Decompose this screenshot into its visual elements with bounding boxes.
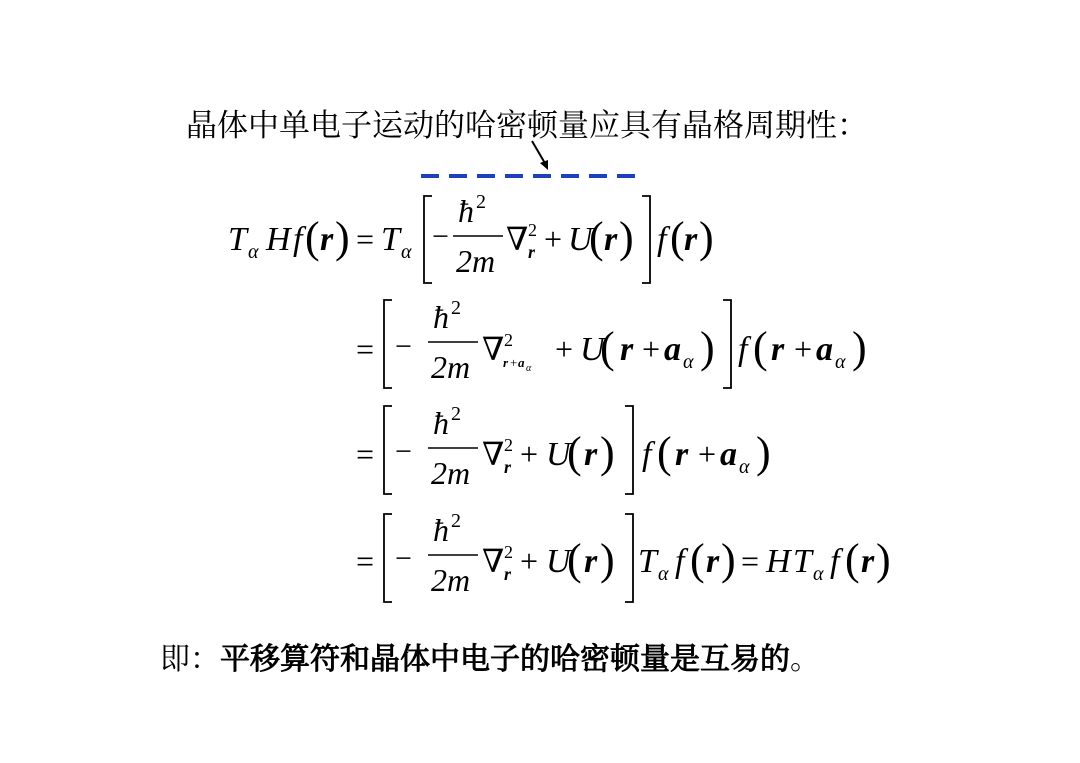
nabla-operator: ∇ — [506, 221, 529, 257]
left-paren: ( — [567, 428, 582, 477]
conclusion-statement: 平移算符和晶体中电子的哈密顿量是互易的 — [220, 643, 790, 676]
potential-U: U — [546, 436, 571, 473]
conclusion-text — [160, 640, 820, 680]
minus-sign: − — [432, 220, 449, 253]
right-paren: ) — [876, 535, 891, 584]
equation-line-1 — [228, 191, 714, 283]
equals-sign: = — [741, 543, 760, 579]
minus-sign: − — [395, 330, 412, 363]
right-paren: ) — [700, 323, 715, 372]
superscript-two: 2 — [451, 510, 461, 532]
lattice-vector-a: a — [816, 331, 833, 368]
position-vector-r: r — [771, 331, 785, 368]
function-f: f — [675, 543, 685, 580]
nabla-operator: ∇ — [482, 543, 505, 579]
right-paren: ) — [335, 213, 350, 262]
right-paren: ) — [852, 323, 867, 372]
subscript-plus: + — [510, 355, 518, 370]
function-f: f — [293, 221, 303, 258]
position-vector-r: r — [684, 221, 698, 258]
equals-sign: = — [356, 221, 375, 257]
subscript-alpha: α — [526, 363, 532, 374]
position-vector-r: r — [861, 543, 875, 580]
right-bracket — [642, 196, 650, 283]
plus-sign: + — [642, 331, 661, 367]
hbar-symbol: ħ — [433, 512, 449, 548]
left-bracket — [384, 406, 392, 494]
right-paren: ) — [699, 213, 714, 262]
right-paren: ) — [756, 428, 771, 477]
equals-sign: = — [356, 436, 375, 472]
minus-sign: − — [395, 435, 412, 468]
equals-sign: = — [356, 543, 375, 579]
subscript-r: r — [504, 564, 512, 584]
translation-operator-T: T — [638, 543, 657, 580]
position-vector-r: r — [584, 543, 598, 580]
subscript-alpha: α — [813, 563, 824, 585]
two-m-denominator: 2m — [456, 243, 496, 279]
nabla-operator: ∇ — [482, 436, 505, 472]
subscript-r: r — [504, 457, 512, 477]
function-f: f — [657, 221, 667, 258]
position-vector-r: r — [604, 221, 618, 258]
hamiltonian-H: H — [766, 543, 791, 580]
left-paren: ( — [305, 213, 320, 262]
superscript-two: 2 — [476, 191, 486, 213]
plus-sign: + — [520, 543, 539, 579]
superscript-two: 2 — [451, 297, 461, 319]
two-m-denominator: 2m — [431, 455, 471, 491]
right-paren: ) — [600, 535, 615, 584]
nabla-operator: ∇ — [482, 331, 505, 367]
plus-sign: + — [544, 221, 563, 257]
function-f: f — [642, 436, 652, 473]
left-paren: ( — [600, 323, 615, 372]
conclusion-prefix: 即： — [160, 643, 220, 676]
superscript-two: 2 — [528, 220, 537, 240]
position-vector-r: r — [675, 436, 689, 473]
potential-U: U — [580, 331, 605, 368]
position-vector-r: r — [320, 221, 334, 258]
subscript-r: r — [503, 355, 509, 370]
position-vector-r: r — [584, 436, 598, 473]
plus-sign: + — [698, 436, 717, 472]
potential-U: U — [546, 543, 571, 580]
left-paren: ( — [589, 213, 604, 262]
function-f: f — [738, 331, 748, 368]
equation-line-3 — [356, 403, 771, 494]
left-paren: ( — [845, 535, 860, 584]
subscript-alpha: α — [683, 351, 694, 373]
left-paren: ( — [690, 535, 705, 584]
left-paren: ( — [753, 323, 768, 372]
lattice-vector-a: a — [664, 331, 681, 368]
right-bracket — [625, 406, 633, 494]
left-paren: ( — [567, 535, 582, 584]
subscript-r: r — [528, 242, 536, 262]
translation-operator-T: T — [793, 543, 812, 580]
minus-sign: − — [395, 542, 412, 575]
superscript-two: 2 — [504, 435, 513, 455]
subscript-alpha: α — [248, 241, 259, 263]
function-f: f — [830, 543, 840, 580]
lattice-vector-a: a — [720, 436, 737, 473]
superscript-two: 2 — [504, 330, 513, 350]
superscript-two: 2 — [504, 542, 513, 562]
right-bracket — [723, 300, 731, 388]
right-bracket — [625, 514, 633, 602]
hbar-symbol: ħ — [433, 299, 449, 335]
two-m-denominator: 2m — [431, 562, 471, 598]
plus-sign: + — [520, 436, 539, 472]
hamiltonian-H: H — [266, 221, 291, 258]
plus-sign: + — [794, 331, 813, 367]
left-paren: ( — [657, 428, 672, 477]
right-paren: ) — [721, 535, 736, 584]
translation-operator-T: T — [228, 221, 247, 258]
left-paren: ( — [670, 213, 685, 262]
subscript-alpha: α — [401, 241, 412, 263]
subscript-alpha: α — [835, 351, 846, 373]
position-vector-r: r — [620, 331, 634, 368]
subscript-alpha: α — [739, 456, 750, 478]
subscript-a: a — [518, 355, 525, 370]
heading-text: 晶体中单电子运动的哈密顿量应具有晶格周期性： — [186, 108, 868, 143]
conclusion-end: 。 — [790, 643, 820, 676]
equation-line-4 — [356, 510, 891, 602]
translation-operator-T: T — [381, 221, 400, 258]
superscript-two: 2 — [451, 403, 461, 425]
left-bracket — [384, 514, 392, 602]
position-vector-r: r — [706, 543, 720, 580]
hbar-symbol: ħ — [458, 193, 474, 229]
two-m-denominator: 2m — [431, 349, 471, 385]
left-bracket — [424, 196, 432, 283]
right-paren: ) — [619, 213, 634, 262]
equation-line-2 — [356, 297, 867, 388]
right-paren: ) — [600, 428, 615, 477]
hbar-symbol: ħ — [433, 405, 449, 441]
equals-sign: = — [356, 331, 375, 367]
potential-U: U — [568, 221, 593, 258]
subscript-alpha: α — [658, 563, 669, 585]
plus-sign: + — [555, 331, 574, 367]
left-bracket — [384, 300, 392, 388]
